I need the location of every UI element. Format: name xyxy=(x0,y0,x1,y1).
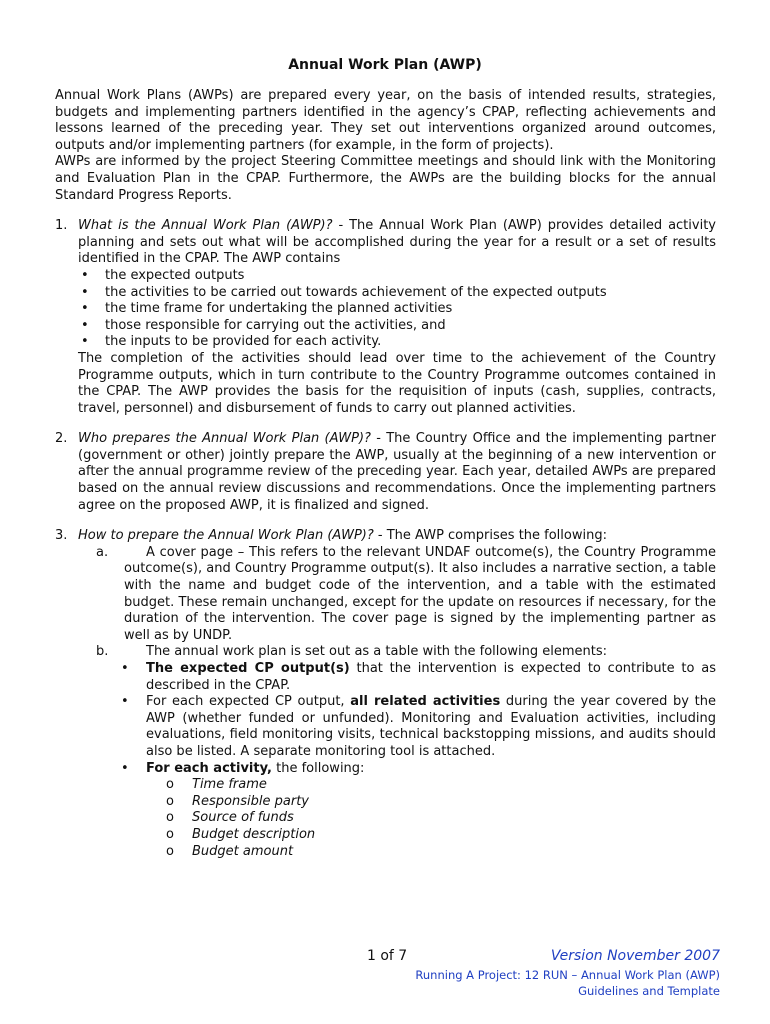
bullet-bold: The expected CP output(s) xyxy=(146,661,350,676)
section-2-lead-text: - The Country Office and the implementing partner (government or other) jointly prepare the AWP, usually at the beginning of a new intervention or after the annual programme review of the preceding year. Each year, detailed AWPs are prepared based on the annual review discussions and recommendations. Once the implementing partners agree on the proposed AWP, it is finalized and signed. xyxy=(78,431,716,513)
page-title: Annual Work Plan (AWP) xyxy=(288,57,482,73)
list-item: • the activities to be carried out towards achievement of the expected outputs xyxy=(78,285,716,302)
bullet-post: the following: xyxy=(272,760,365,776)
section-1-lead-text: - The Annual Work Plan (AWP) provides detailed activity planning and sets out what will be accomplished during the year for a result or a set of results identified in the CPAP. The AWP contains xyxy=(78,218,716,267)
list-item: • the inputs to be provided for each activity. xyxy=(78,334,716,351)
footer-reference xyxy=(415,967,720,999)
bullet-post: during the year covered by the AWP (whether funded or unfunded). Monitoring and Evaluation activities, including evaluations, field monitoring visits, technical backstopping missions, and audits should also be listed. A separate monitoring tool is attached. xyxy=(146,694,716,759)
item-b xyxy=(78,644,716,661)
section-2-lead xyxy=(78,431,716,514)
list-item: • those responsible for carrying out the activities, and xyxy=(78,318,716,335)
list-item: • the time frame for undertaking the planned activities xyxy=(78,301,716,318)
section-3-question: How to prepare the Annual Work Plan (AWP)? xyxy=(78,528,374,544)
list-item xyxy=(78,661,716,694)
footer-reference-line-1: Running A Project: 12 RUN – Annual Work Plan (AWP) xyxy=(415,968,720,982)
intro-paragraph-1: Annual Work Plans (AWPs) are prepared every year, on the basis of intended results, strategies, budgets and implementing partners identified in the agency’s CPAP, reflecting achievements and lessons learned of the preceding year. They set out interventions organized around outcomes, outputs and/or implementing partners (for example, in the form of projects). xyxy=(55,88,716,153)
bullet-bold: all related activities xyxy=(350,694,501,710)
section-3-number: 3. xyxy=(55,528,68,544)
sub-list-item: o Budget amount xyxy=(78,844,716,861)
bullet-bold: For each activity, xyxy=(146,760,272,776)
section-3 xyxy=(55,528,716,860)
section-1-number: 1. xyxy=(55,218,68,234)
sub-list-item: o Responsible party xyxy=(78,794,716,811)
version-label: Version November 2007 xyxy=(550,948,720,964)
section-1-question: What is the Annual Work Plan (AWP)? xyxy=(78,218,333,234)
list-item xyxy=(78,694,716,760)
document-body xyxy=(55,88,716,860)
bullet-pre: For each expected CP output, xyxy=(146,694,351,710)
section-3-lead xyxy=(78,528,716,545)
item-a-text: A cover page – This refers to the relevant UNDAF outcome(s), the Country Programme outcome(s), and Country Programme output(s). It also includes a narrative section, a table with the name and budget code of the intervention, and a table with the estimated budget. These remain unchanged, except for the update on resources if necessary, for the duration of the intervention. The cover page is signed by the implementing partner as well as by UNDP. xyxy=(124,544,716,643)
item-b-label: b. xyxy=(96,644,109,660)
item-a-label: a. xyxy=(96,544,109,560)
section-1-lead xyxy=(78,218,716,268)
bullet-post: that the intervention is expected to contribute to as described in the CPAP. xyxy=(146,661,717,693)
sub-list-item: o Time frame xyxy=(78,777,716,794)
section-2-number: 2. xyxy=(55,431,68,447)
sub-list-item: o Budget description xyxy=(78,827,716,844)
section-3-lead-text: - The AWP comprises the following: xyxy=(373,528,607,544)
list-item: • the expected outputs xyxy=(78,268,716,285)
section-1-closing: The completion of the activities should lead over time to the achievement of the Country Programme outputs, which in turn contribute to the Country Programme outcomes contained in the CPAP. The AWP provides the basis for the requisition of inputs (cash, supplies, contracts, travel, personnel) and disbursement of funds to carry out planned activities. xyxy=(78,350,716,416)
section-2-question: Who prepares the Annual Work Plan (AWP)? xyxy=(78,431,371,447)
sub-list-item: o Source of funds xyxy=(78,810,716,827)
item-a xyxy=(78,545,716,645)
section-1 xyxy=(55,218,716,417)
section-2 xyxy=(55,431,716,514)
list-item xyxy=(78,761,716,778)
footer-reference-line-2: Guidelines and Template xyxy=(578,984,720,998)
intro-paragraph-2: AWPs are informed by the project Steering Committee meetings and should link with the Monitoring and Evaluation Plan in the CPAP. Furthermore, the AWPs are the building blocks for the annual Standard Progress Reports. xyxy=(55,154,716,203)
item-b-text: The annual work plan is set out as a table with the following elements: xyxy=(146,644,607,660)
page-number: 1 of 7 xyxy=(367,948,408,964)
